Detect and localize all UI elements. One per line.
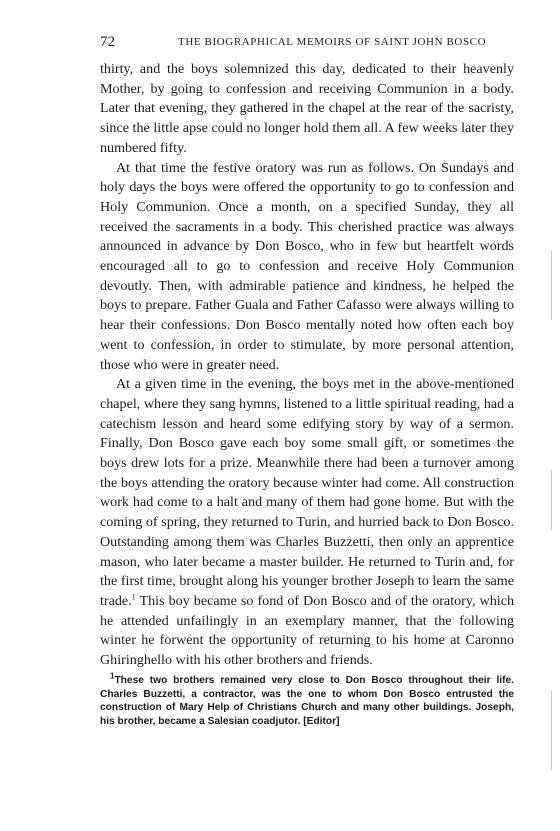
page-number: 72 <box>100 34 115 50</box>
scan-margin-line <box>551 250 552 320</box>
scan-margin-line <box>551 470 552 530</box>
footnotes <box>100 671 514 728</box>
footnote-1 <box>100 671 514 728</box>
paragraph-3-text-after-note: This boy became so fond of Don Bosco and of the oratory, which he attended unfailingly in an exemplary manner, that the following winter he forwent the opportunity of returning to his home at Caronno Ghiringhello with his other brothers and friends. <box>100 592 514 669</box>
paragraph-1: thirty, and the boys solemnized this day, dedicated to their heavenly Mother, by going to confession and receiving Communion in a body. Later that evening, they gathered in the chapel at the rear of the sacristy, since the little apse could no longer hold them all. A few weeks later they numbered fifty. <box>100 61 514 156</box>
paragraph-2: At that time the festive oratory was run as follows. On Sundays and holy days the boys were offered the opportunity to go to confession and Holy Communion. Once a month, on a specified Sunday, they all received the sacraments in a body. This cherished practice was always announced in advance by Don Bosco, who in few but heartfelt words encouraged all to go to confession and receive Holy Communion devoutly. Then, with admirable patience and kindness, he helped the boys to prepare. Father Guala and Father Cafasso were always willing to hear their confessions. Don Bosco mentally noted how often each boy went to confession, in order to stimulate, by more personal attention, those who were in greater need. <box>100 159 514 373</box>
paragraph-3-text-before-note: At a given time in the evening, the boys met in the above-mentioned chapel, where they sang hymns, listened to a little spiritual reading, had a catechism lesson and heard some edifying story by way of a sermon. Finally, Don Bosco gave each boy some small gift, or sometimes the boys drew lots for a prize. Meanwhile there had been a turnover among the boys attending the oratory because winter had come. All construction work had come to a halt and many of them had gone home. But with the coming of spring, they returned to Turin, and hurried back to Don Bosco. Outstanding among them was Charles Buzzetti, then only an apprentice mason, who later became a master builder. He returned to Turin and, for the first time, brought along his younger brother Joseph to learn the same trade. <box>100 376 514 609</box>
running-head <box>100 34 514 54</box>
scan-margin-line <box>551 690 552 770</box>
footnote-reference-mark: 1 <box>131 592 136 602</box>
paragraph-3 <box>100 375 514 671</box>
footnote-mark: 1 <box>110 671 115 681</box>
footnote-text: These two brothers remained very close to Don Bosco throughout their life. Charles Buzzetti, a contractor, was the one to whom Don Bosco entrusted the construction of Mary Help of Christians Church and many other buildings. Joseph, his brother, became a Salesian coadjutor. [Editor] <box>100 675 514 727</box>
running-title: THE BIOGRAPHICAL MEMOIRS OF SAINT JOHN BOSCO <box>178 36 487 48</box>
body-text <box>100 60 514 671</box>
